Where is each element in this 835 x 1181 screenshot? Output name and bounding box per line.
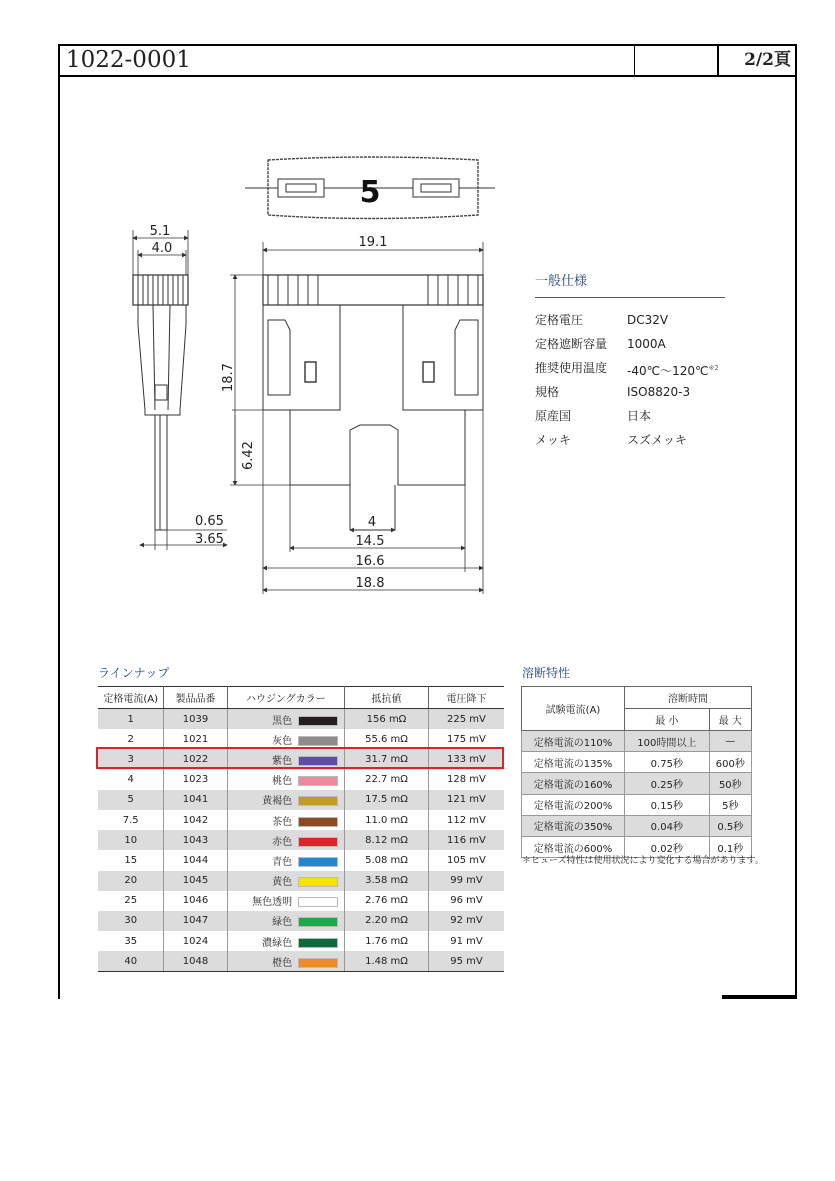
table-row [98,709,504,730]
melting-characteristics-table [521,686,752,858]
table-row [98,790,504,810]
dim-width-top: 19.1 [358,235,388,250]
melt-min: 0.04秒 [625,815,710,836]
voltage-drop: 112 mV [447,814,486,826]
resistance: 8.12 mΩ [345,830,429,850]
part-number: 1039 [164,709,227,730]
dim-side-inner: 4.0 [151,241,173,256]
part-number: 1044 [164,850,227,870]
voltage-drop: 105 mV [447,854,486,866]
spec-row [535,404,725,428]
rated-current: 7.5 [98,810,164,830]
melt-title: 溶断特性 [522,666,571,680]
part-number: 1042 [164,810,227,830]
housing-color: 黄色 [227,871,345,891]
part-number: 1021 [164,729,227,749]
resistance: 2.20 mΩ [345,911,429,931]
lineup-table [98,686,504,972]
color-swatch [298,776,338,786]
title-block-blank-cell [635,46,719,75]
spec-value: 日本 [627,409,652,423]
dimension-labels [150,224,388,591]
highlight-row-3a [96,747,504,769]
test-current: 定格電流の110% [522,731,625,752]
color-swatch [298,837,338,847]
housing-color: 無色透明 [227,891,345,911]
table-row [98,770,504,790]
spec-value: DC32V [627,313,669,327]
color-swatch [298,938,338,948]
color-swatch [298,877,338,887]
table-row [522,794,752,815]
table-row [98,850,504,870]
housing-color: 桃色 [227,770,345,790]
resistance: 156 mΩ [345,709,429,730]
part-number: 1043 [164,830,227,850]
part-number: 1024 [164,931,227,951]
spec-row [535,332,725,356]
housing-color: 紫色 [227,749,345,769]
table-row [98,931,504,951]
table-row [522,773,752,794]
frame-right-border [795,44,797,999]
lineup-title: ラインナップ [98,666,170,680]
table-row [522,731,752,752]
fuse-side-view [133,275,188,530]
housing-color: 緑色 [227,911,345,931]
spec-key: メッキ [535,433,572,447]
voltage-drop: 96 mV [450,895,483,907]
dim-blade-width: 4 [367,515,377,530]
resistance: 1.48 mΩ [345,951,429,972]
dim-terminal-span: 3.65 [195,532,224,547]
lineup-header: 電圧降下 [428,687,504,709]
dim-terminal-thick: 0.65 [195,514,224,529]
melt-max: 600秒 [709,752,751,773]
fuse-top-view [245,157,495,219]
spec-note: ※2 [708,364,719,372]
melt-min: 0.15秒 [625,794,710,815]
test-current: 定格電流の350% [522,815,625,836]
rated-current: 10 [98,830,164,850]
test-current: 定格電流の200% [522,794,625,815]
housing-color: 橙色 [227,951,345,972]
housing-color: 灰色 [227,729,345,749]
rated-current: 2 [98,729,164,749]
dim-blade-len: 6.42 [241,441,256,470]
table-row [98,911,504,931]
rated-current: 4 [98,770,164,790]
frame-bottom-mark [722,995,797,999]
lineup-header: ハウジングカラー [227,687,345,709]
resistance: 2.76 mΩ [345,891,429,911]
rated-current: 5 [98,790,164,810]
melt-note: ＊ヒューズ特性は使用状況により変化する場合があります。 [522,856,764,866]
document-number: 1022-0001 [60,46,635,75]
voltage-drop: 91 mV [450,935,483,947]
spec-key: 推奨使用温度 [535,361,608,375]
table-row [98,871,504,891]
lineup-header: 定格電流(A) [98,687,164,709]
color-swatch [298,958,338,968]
fuse-rating-label: 5 [359,175,381,210]
melt-min: 0.75秒 [625,752,710,773]
melt-header-current: 試験電流(A) [522,687,625,731]
rated-current: 3 [98,749,164,769]
voltage-drop: 128 mV [447,774,486,786]
color-swatch [298,917,338,927]
housing-color: 黄褐色 [227,790,345,810]
table-row [98,891,504,911]
voltage-drop: 99 mV [428,871,504,891]
melt-header-min: 最 小 [625,709,710,731]
table-row [522,815,752,836]
test-current: 定格電流の135% [522,752,625,773]
spec-row [535,380,725,404]
melt-max: — [709,731,751,752]
spec-key: 原産国 [535,409,572,423]
test-current: 定格電流の600% [522,836,625,857]
dim-span-1: 14.5 [355,534,385,549]
part-number: 1047 [164,911,227,931]
color-swatch [298,796,338,806]
table-row [98,830,504,850]
housing-color: 黒色 [227,709,345,730]
rated-current: 15 [98,850,164,870]
melt-min: 0.02秒 [625,836,710,857]
rated-current: 30 [98,911,164,931]
melt-max: 5秒 [709,794,751,815]
housing-color: 茶色 [227,810,345,830]
spec-row [535,356,725,380]
housing-color: 赤色 [227,830,345,850]
part-number: 1022 [164,749,227,769]
resistance: 31.7 mΩ [345,749,429,769]
table-row [522,752,752,773]
resistance: 1.76 mΩ [345,931,429,951]
housing-color: 青色 [227,850,345,870]
color-swatch [298,817,338,827]
resistance: 55.6 mΩ [345,729,429,749]
resistance: 5.08 mΩ [345,850,429,870]
fuse-front-view [263,275,483,530]
melt-max: 0.5秒 [709,815,751,836]
rated-current: 40 [98,951,164,972]
rated-current: 20 [98,871,164,891]
lineup-header: 抵抗値 [345,687,429,709]
dim-side-outer: 5.1 [149,224,171,239]
dim-height: 18.7 [221,363,236,392]
color-swatch [298,897,338,907]
spec-value: スズメッキ [627,433,688,447]
voltage-drop: 175 mV [447,733,486,745]
part-number: 1048 [164,951,227,972]
rated-current: 1 [98,709,164,730]
general-spec [535,270,725,452]
voltage-drop: 121 mV [428,790,504,810]
melt-max: 50秒 [709,773,751,794]
spec-key: 規格 [535,385,560,399]
melt-header-time: 溶断時間 [625,687,752,709]
melt-min: 0.25秒 [625,773,710,794]
fuse-technical-drawing [100,140,500,610]
voltage-drop: 95 mV [428,951,504,972]
part-number: 1023 [164,770,227,790]
part-number: 1041 [164,790,227,810]
page-number: 2/2頁 [744,50,791,70]
melt-min: 100時間以上 [625,731,710,752]
table-row [98,951,504,972]
table-row [98,810,504,830]
spec-value: -40℃〜120℃$^{※2}$ [627,364,719,378]
dim-span-3: 18.8 [355,576,385,591]
resistance: 22.7 mΩ [345,770,429,790]
voltage-drop: 92 mV [428,911,504,931]
title-block [58,44,797,77]
rated-current: 35 [98,931,164,951]
resistance: 3.58 mΩ [345,871,429,891]
part-number: 1045 [164,871,227,891]
spec-key: 定格電圧 [535,313,584,327]
lineup-header: 製品品番 [164,687,227,709]
voltage-drop: 225 mV [428,709,504,730]
housing-color: 濃緑色 [227,931,345,951]
test-current: 定格電流の160% [522,773,625,794]
melt-max: 0.1秒 [709,836,751,857]
resistance: 17.5 mΩ [345,790,429,810]
spec-title: 一般仕様 [535,270,725,298]
part-number: 1046 [164,891,227,911]
voltage-drop: 116 mV [428,830,504,850]
voltage-drop: 133 mV [428,749,504,769]
rated-current: 25 [98,891,164,911]
spec-key: 定格遮断容量 [535,337,608,351]
spec-value: ISO8820-3 [627,385,691,399]
resistance: 11.0 mΩ [345,810,429,830]
spec-row [535,428,725,452]
spec-row [535,308,725,332]
color-swatch [298,857,338,867]
spec-value: 1000A [627,337,666,351]
color-swatch [298,736,338,746]
melt-header-max: 最 大 [709,709,751,731]
color-swatch [298,716,338,726]
dim-span-2: 16.6 [355,554,385,569]
frame-left-border [58,44,60,999]
